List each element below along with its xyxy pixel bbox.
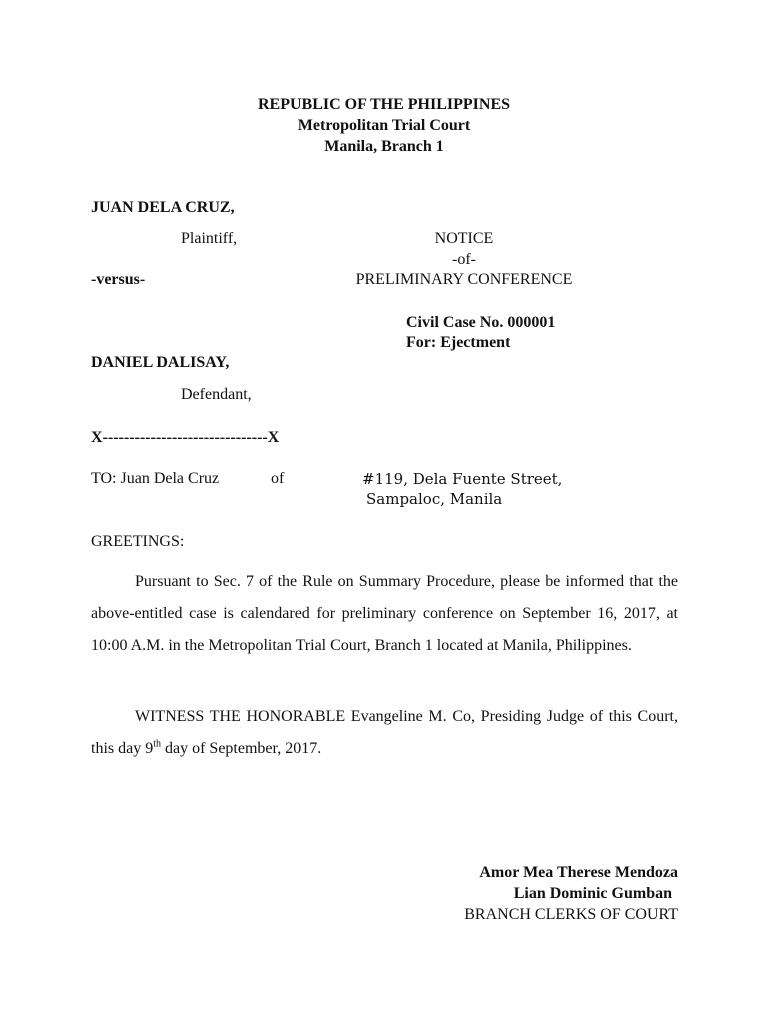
signature-block (464, 862, 678, 925)
signatory-1: Amor Mea Therese Mendoza (479, 864, 678, 881)
notice-paragraph: Pursuant to Sec. 7 of the Rule on Summary Procedure, please be informed that the above-entitled case is calendared for preliminary conference on September 16, 2017, at 10:00 A.M. in the Metropolitan Trial Court, Branch 1 located at Manila, Philippines. (91, 573, 678, 654)
header-republic: REPUBLIC OF THE PHILIPPINES (257, 96, 511, 113)
witness-paragraph (91, 701, 678, 765)
addressee-name: TO: Juan Dela Cruz (91, 470, 220, 487)
address-line1: #119, Dela Fuente Street, (362, 470, 563, 488)
defendant-role: Defendant, (181, 386, 252, 403)
versus-label: -versus- (91, 271, 146, 288)
addressee-of: of (271, 470, 285, 487)
ordinal-suffix: th (153, 738, 161, 750)
defendant-name: DANIEL DALISAY, (91, 354, 230, 371)
plaintiff-name: JUAN DELA CRUZ, (91, 199, 235, 216)
address-line2: Sampaloc, Manila (366, 490, 503, 508)
signatory-title: BRANCH CLERKS OF COURT (464, 906, 678, 923)
caption-separator: X-------------------------------X (91, 429, 280, 446)
greeting: GREETINGS: (91, 533, 185, 550)
header-branch: Manila, Branch 1 (324, 138, 444, 155)
witness-text-b: day of September, 2017. (161, 740, 322, 757)
signatory-2: Lian Dominic Gumban (513, 885, 672, 902)
case-number: Civil Case No. 000001 (406, 314, 556, 331)
case-nature: For: Ejectment (406, 334, 511, 351)
witness-text-a: WITNESS THE HONORABLE Evangeline M. Co, Presiding Judge of this Court, this day 9 (91, 708, 678, 757)
header-court: Metropolitan Trial Court (297, 117, 471, 134)
plaintiff-role: Plaintiff, (181, 230, 238, 247)
notice-line1: NOTICE (434, 230, 494, 247)
notice-title (340, 229, 588, 291)
notice-line3: PRELIMINARY CONFERENCE (355, 271, 573, 288)
court-header (0, 94, 768, 157)
notice-line2: -of- (452, 250, 476, 268)
